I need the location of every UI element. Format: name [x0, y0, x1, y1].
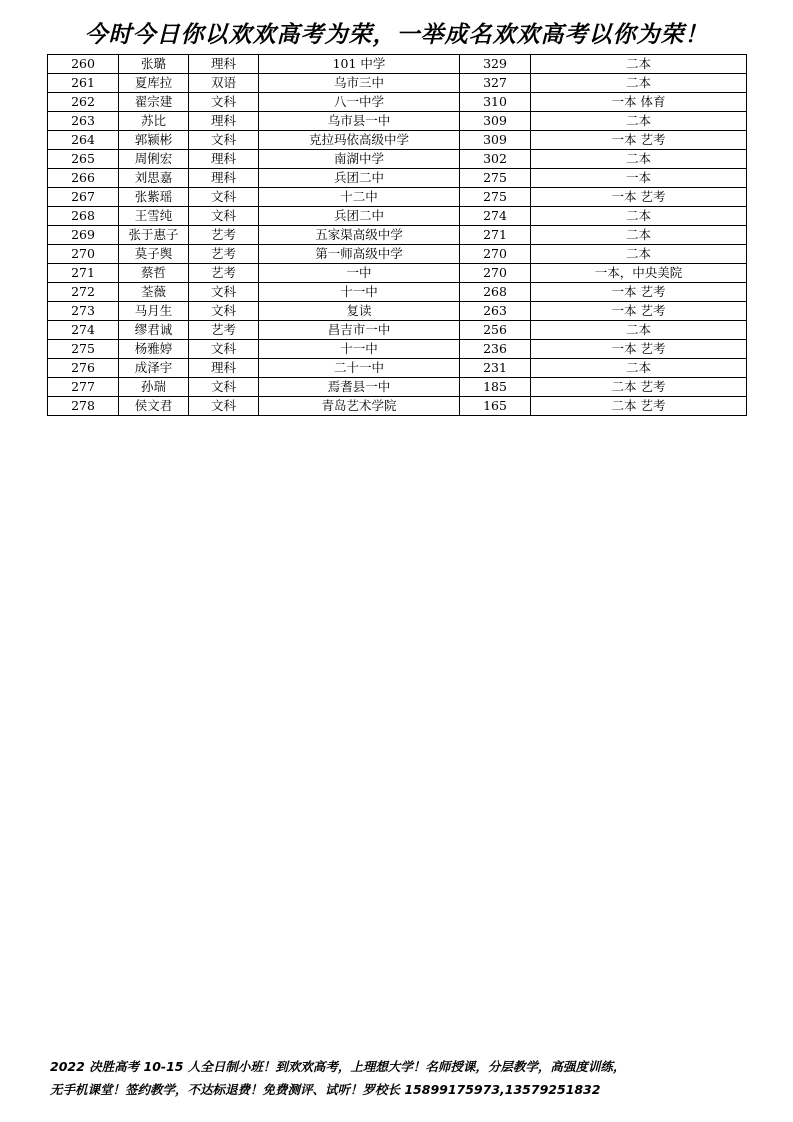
- cell-result: 一本 艺考: [531, 302, 747, 321]
- cell-result: 二本: [531, 226, 747, 245]
- cell-number: 267: [48, 188, 119, 207]
- cell-score: 275: [460, 188, 531, 207]
- cell-subject: 艺考: [189, 226, 259, 245]
- cell-subject: 文科: [189, 207, 259, 226]
- cell-name: 侯文君: [119, 397, 189, 416]
- cell-number: 278: [48, 397, 119, 416]
- cell-subject: 文科: [189, 93, 259, 112]
- cell-subject: 文科: [189, 397, 259, 416]
- cell-score: 275: [460, 169, 531, 188]
- cell-result: 一本 艺考: [531, 340, 747, 359]
- cell-score: 309: [460, 131, 531, 150]
- cell-school: 第一师高级中学: [259, 245, 460, 264]
- cell-school: 二十一中: [259, 359, 460, 378]
- cell-subject: 艺考: [189, 321, 259, 340]
- cell-school: 兵团二中: [259, 169, 460, 188]
- cell-result: 二本: [531, 207, 747, 226]
- cell-school: 焉耆县一中: [259, 378, 460, 397]
- cell-number: 261: [48, 74, 119, 93]
- cell-result: 一本 体育: [531, 93, 747, 112]
- table-row: [48, 207, 747, 226]
- table-row: [48, 169, 747, 188]
- cell-result: 二本: [531, 112, 747, 131]
- cell-name: 王雪纯: [119, 207, 189, 226]
- table-row: [48, 359, 747, 378]
- cell-name: 缪君诚: [119, 321, 189, 340]
- cell-result: 二本: [531, 150, 747, 169]
- cell-number: 269: [48, 226, 119, 245]
- cell-score: 185: [460, 378, 531, 397]
- table-row: [48, 112, 747, 131]
- cell-school: 复读: [259, 302, 460, 321]
- cell-score: 256: [460, 321, 531, 340]
- table-row: [48, 378, 747, 397]
- cell-number: 265: [48, 150, 119, 169]
- cell-number: 272: [48, 283, 119, 302]
- cell-subject: 文科: [189, 378, 259, 397]
- cell-number: 260: [48, 55, 119, 74]
- cell-number: 266: [48, 169, 119, 188]
- cell-score: 274: [460, 207, 531, 226]
- cell-name: 马月生: [119, 302, 189, 321]
- cell-subject: 双语: [189, 74, 259, 93]
- cell-number: 276: [48, 359, 119, 378]
- cell-subject: 理科: [189, 55, 259, 74]
- cell-school: 乌市三中: [259, 74, 460, 93]
- cell-result: 二本: [531, 359, 747, 378]
- cell-name: 张于惠子: [119, 226, 189, 245]
- cell-subject: 文科: [189, 340, 259, 359]
- cell-name: 张紫瑶: [119, 188, 189, 207]
- cell-result: 一本 艺考: [531, 188, 747, 207]
- cell-subject: 文科: [189, 188, 259, 207]
- cell-score: 309: [460, 112, 531, 131]
- cell-result: 一本: [531, 169, 747, 188]
- table-row: [48, 226, 747, 245]
- table-row: [48, 302, 747, 321]
- cell-result: 一本，中央美院: [531, 264, 747, 283]
- cell-school: 十二中: [259, 188, 460, 207]
- cell-school: 101 中学: [259, 55, 460, 74]
- cell-number: 277: [48, 378, 119, 397]
- cell-name: 蔡哲: [119, 264, 189, 283]
- cell-school: 乌市县一中: [259, 112, 460, 131]
- cell-subject: 理科: [189, 359, 259, 378]
- table-row: [48, 150, 747, 169]
- cell-score: 310: [460, 93, 531, 112]
- table-row: [48, 245, 747, 264]
- cell-number: 275: [48, 340, 119, 359]
- cell-school: 南湖中学: [259, 150, 460, 169]
- cell-number: 264: [48, 131, 119, 150]
- cell-number: 271: [48, 264, 119, 283]
- cell-result: 二本: [531, 55, 747, 74]
- cell-name: 周俐宏: [119, 150, 189, 169]
- cell-result: 一本 艺考: [531, 283, 747, 302]
- cell-name: 夏库拉: [119, 74, 189, 93]
- cell-score: 268: [460, 283, 531, 302]
- cell-subject: 文科: [189, 302, 259, 321]
- page-footer: [50, 1055, 760, 1101]
- cell-score: 271: [460, 226, 531, 245]
- table-row: [48, 74, 747, 93]
- cell-subject: 艺考: [189, 245, 259, 264]
- cell-name: 翟宗建: [119, 93, 189, 112]
- table-row: [48, 55, 747, 74]
- cell-name: 张璐: [119, 55, 189, 74]
- cell-result: 二本 艺考: [531, 378, 747, 397]
- cell-school: 八一中学: [259, 93, 460, 112]
- table-row: [48, 321, 747, 340]
- footer-line-1: 2022 决胜高考 10-15 人全日制小班！到欢欢高考，上理想大学！名师授课，分层教学，高强度训练，: [50, 1059, 626, 1074]
- cell-result: 二本 艺考: [531, 397, 747, 416]
- cell-number: 274: [48, 321, 119, 340]
- cell-score: 231: [460, 359, 531, 378]
- table-row: [48, 188, 747, 207]
- page-header-slogan: 今时今日你以欢欢高考为荣，一举成名欢欢高考以你为荣！: [84, 22, 709, 48]
- results-table-body: [48, 55, 747, 416]
- cell-score: 236: [460, 340, 531, 359]
- table-row: [48, 93, 747, 112]
- cell-number: 268: [48, 207, 119, 226]
- cell-score: 302: [460, 150, 531, 169]
- cell-name: 苏比: [119, 112, 189, 131]
- cell-number: 262: [48, 93, 119, 112]
- cell-school: 昌吉市一中: [259, 321, 460, 340]
- cell-score: 329: [460, 55, 531, 74]
- cell-subject: 理科: [189, 112, 259, 131]
- cell-result: 二本: [531, 74, 747, 93]
- cell-school: 十一中: [259, 340, 460, 359]
- cell-result: 二本: [531, 245, 747, 264]
- cell-school: 克拉玛依高级中学: [259, 131, 460, 150]
- table-row: [48, 283, 747, 302]
- cell-score: 327: [460, 74, 531, 93]
- cell-name: 杨雅婷: [119, 340, 189, 359]
- table-row: [48, 340, 747, 359]
- cell-school: 一中: [259, 264, 460, 283]
- cell-number: 263: [48, 112, 119, 131]
- cell-school: 青岛艺术学院: [259, 397, 460, 416]
- cell-number: 273: [48, 302, 119, 321]
- cell-school: 兵团二中: [259, 207, 460, 226]
- cell-subject: 理科: [189, 150, 259, 169]
- cell-school: 十一中: [259, 283, 460, 302]
- cell-result: 一本 艺考: [531, 131, 747, 150]
- cell-name: 郭颍彬: [119, 131, 189, 150]
- table-row: [48, 131, 747, 150]
- cell-subject: 文科: [189, 131, 259, 150]
- cell-name: 荃薇: [119, 283, 189, 302]
- cell-school: 五家渠高级中学: [259, 226, 460, 245]
- cell-subject: 理科: [189, 169, 259, 188]
- cell-name: 孙瑞: [119, 378, 189, 397]
- cell-name: 刘思嘉: [119, 169, 189, 188]
- cell-score: 270: [460, 245, 531, 264]
- cell-number: 270: [48, 245, 119, 264]
- cell-score: 270: [460, 264, 531, 283]
- footer-line-2: 无手机课堂！签约教学，不达标退费！免费测评、试听！罗校长 15899175973,13579251832: [50, 1082, 601, 1097]
- table-row: [48, 264, 747, 283]
- results-table: [47, 54, 747, 416]
- cell-name: 成泽宇: [119, 359, 189, 378]
- cell-score: 165: [460, 397, 531, 416]
- cell-score: 263: [460, 302, 531, 321]
- cell-subject: 艺考: [189, 264, 259, 283]
- cell-result: 二本: [531, 321, 747, 340]
- table-row: [48, 397, 747, 416]
- cell-subject: 文科: [189, 283, 259, 302]
- cell-name: 莫子舆: [119, 245, 189, 264]
